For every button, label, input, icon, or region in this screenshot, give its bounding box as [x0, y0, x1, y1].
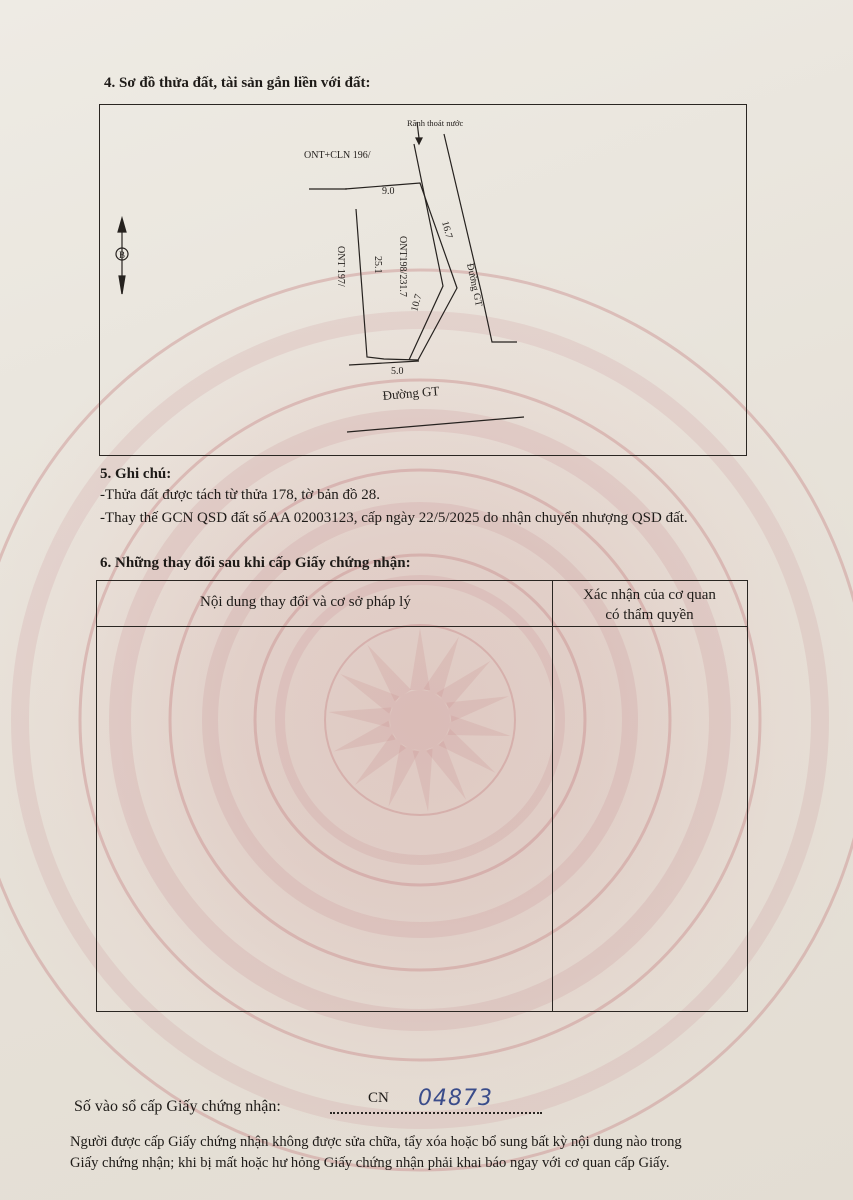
section4-title: 4. Sơ đồ thửa đất, tài sản gắn liền với đất:	[104, 75, 371, 91]
left-dimension: 25.1	[372, 256, 383, 274]
changes-table-divider	[552, 580, 553, 1011]
bottom-dimension: 5.0	[391, 366, 404, 377]
changes-table	[96, 580, 748, 1012]
right-dimension-bottom: 10.7	[409, 293, 425, 313]
registry-label: Số vào sổ cấp Giấy chứng nhận:	[74, 1098, 281, 1115]
registry-dotted-line	[330, 1112, 542, 1114]
left-parcel-label: ONT 197/	[335, 246, 346, 287]
bottom-edge-line	[349, 361, 419, 365]
column-header-content: Nội dung thay đổi và cơ sở pháp lý	[200, 594, 411, 610]
compass-arrow-icon	[118, 218, 126, 232]
section5-title: 5. Ghi chú:	[100, 466, 172, 482]
column-header-confirm-2: có thẩm quyền	[605, 607, 694, 623]
registry-number-handwritten: 04873	[418, 1086, 493, 1111]
road-edge-line	[444, 134, 517, 342]
note-line-2: -Thay thế GCN QSD đất số AA 02003123, cấp ngày 22/5/2025 do nhận chuyển nhượng QSD đất.	[100, 510, 688, 526]
column-header-confirm-1: Xác nhận của cơ quan	[583, 587, 716, 603]
warning-line-2: Giấy chứng nhận; khi bị mất hoặc hư hỏng Giấy chứng nhận phải khai báo ngay với cơ quan cấp Giấy.	[70, 1155, 670, 1171]
road-bottom-line	[347, 417, 524, 432]
road-bottom-label: Đường GT	[381, 383, 440, 403]
drain-label: Rãnh thoát nước	[407, 118, 464, 128]
section6-title: 6. Những thay đổi sau khi cấp Giấy chứng nhận:	[100, 555, 411, 571]
changes-table-header-rule	[97, 626, 747, 627]
road-side-label: Đường GT	[464, 262, 484, 308]
center-parcel-label: ONT198/231.7	[397, 236, 408, 297]
compass-tail	[119, 276, 125, 294]
inner-lot-line	[409, 144, 443, 360]
drain-arrow-head	[416, 138, 422, 144]
note-line-1: -Thửa đất được tách từ thửa 178, tờ bản đồ 28.	[100, 487, 380, 503]
warning-line-1: Người được cấp Giấy chứng nhận không được sửa chữa, tẩy xóa hoặc bổ sung bất kỳ nội dung nào trong	[70, 1134, 682, 1150]
land-sketch	[99, 104, 747, 456]
top-parcel-label: ONT+CLN 196/	[304, 150, 371, 161]
right-dimension-top: 16.7	[439, 219, 455, 240]
compass-letter: B	[118, 250, 126, 260]
registry-prefix: CN	[368, 1090, 389, 1106]
top-dimension: 9.0	[382, 186, 395, 197]
